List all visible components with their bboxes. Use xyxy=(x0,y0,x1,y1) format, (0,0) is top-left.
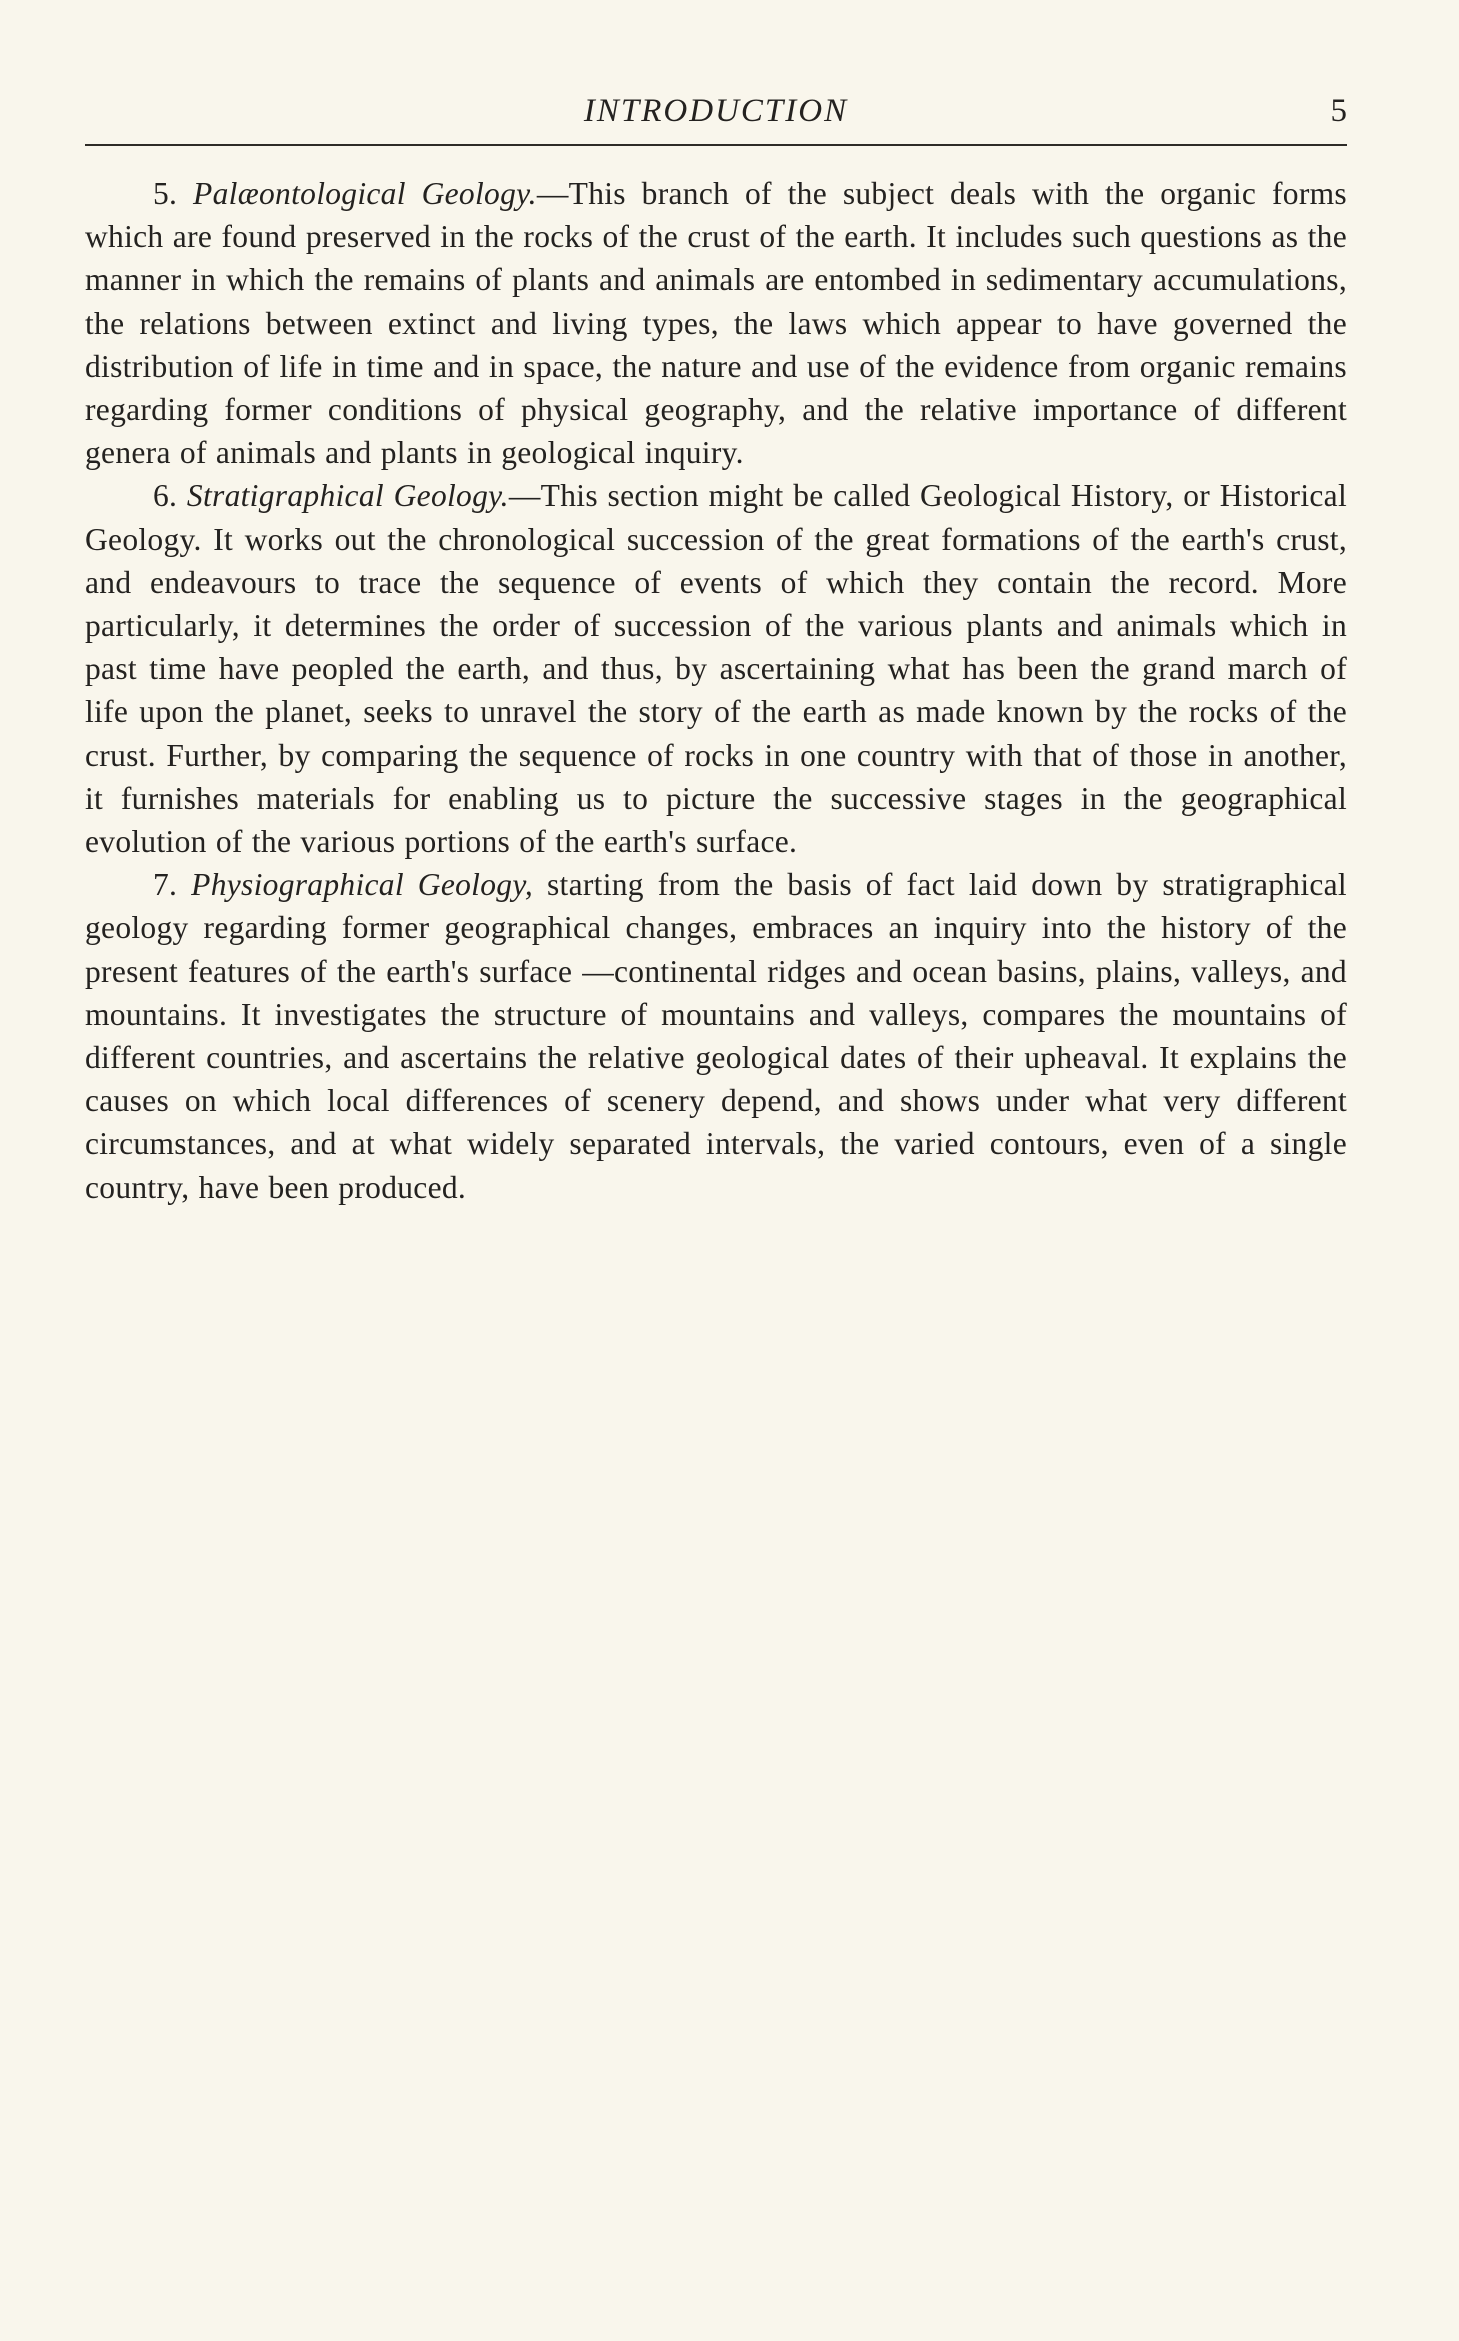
page-number: 5 xyxy=(1330,93,1347,129)
running-head xyxy=(85,84,1347,138)
header-rule xyxy=(85,144,1347,146)
paragraph-heading: Physiographical Geology, xyxy=(191,867,534,903)
paragraph-physiographical xyxy=(85,863,1347,1209)
paragraph-text: starting from the basis of fact laid down by stratigraphical geology regarding former geographical changes, embraces an inquiry into the history of the present features of the earth's surface —continental ridges and ocean basins, plains, valleys, and mountains. It investigates the structure of mountains and valleys, compares the mountains of different countries, and ascertains the relative geological dates of their upheaval. It explains the causes on which local differences of scenery depend, and shows under what very different circumstances, and at what widely separated intervals, the varied contours, even of a single country, have been produced. xyxy=(85,867,1347,1205)
body-text xyxy=(85,172,1347,1209)
paragraph-palaeontological xyxy=(85,172,1347,474)
paragraph-text: —This branch of the subject deals with the organic forms which are found preserved in the rocks of the crust of the earth. It includes such questions as the manner in which the remains of plants and animals are entombed in sedimentary accumulations, the relations between extinct and living types, the laws which appear to have governed the distribution of life in time and in space, the nature and use of the evidence from organic remains regarding former conditions of physical geography, and the relative importance of different genera of animals and plants in geological inquiry. xyxy=(85,176,1347,471)
running-title: INTRODUCTION xyxy=(583,93,849,129)
paragraph-number: 7. xyxy=(153,867,178,903)
paragraph-text: —This section might be called Geological History, or Historical Geology. It works out the chronological succession of the great formations of the earth's crust, and endeavours to trace the sequence of events of which they contain the record. More particularly, it determines the order of succession of the various plants and animals which in past time have peopled the earth, and thus, by ascertaining what has been the grand march of life upon the planet, seeks to unravel the story of the earth as made known by the rocks of the crust. Further, by comparing the sequence of rocks in one country with that of those in another, it furnishes materials for enabling us to picture the successive stages in the geographical evolution of the various portions of the earth's surface. xyxy=(85,478,1347,860)
paragraph-number: 6. xyxy=(153,478,178,514)
paragraph-heading: Palæontological Geology. xyxy=(193,176,537,211)
paragraph-number: 5. xyxy=(153,176,178,211)
paragraph-stratigraphical xyxy=(85,474,1347,863)
paragraph-heading: Stratigraphical Geology. xyxy=(186,478,509,514)
